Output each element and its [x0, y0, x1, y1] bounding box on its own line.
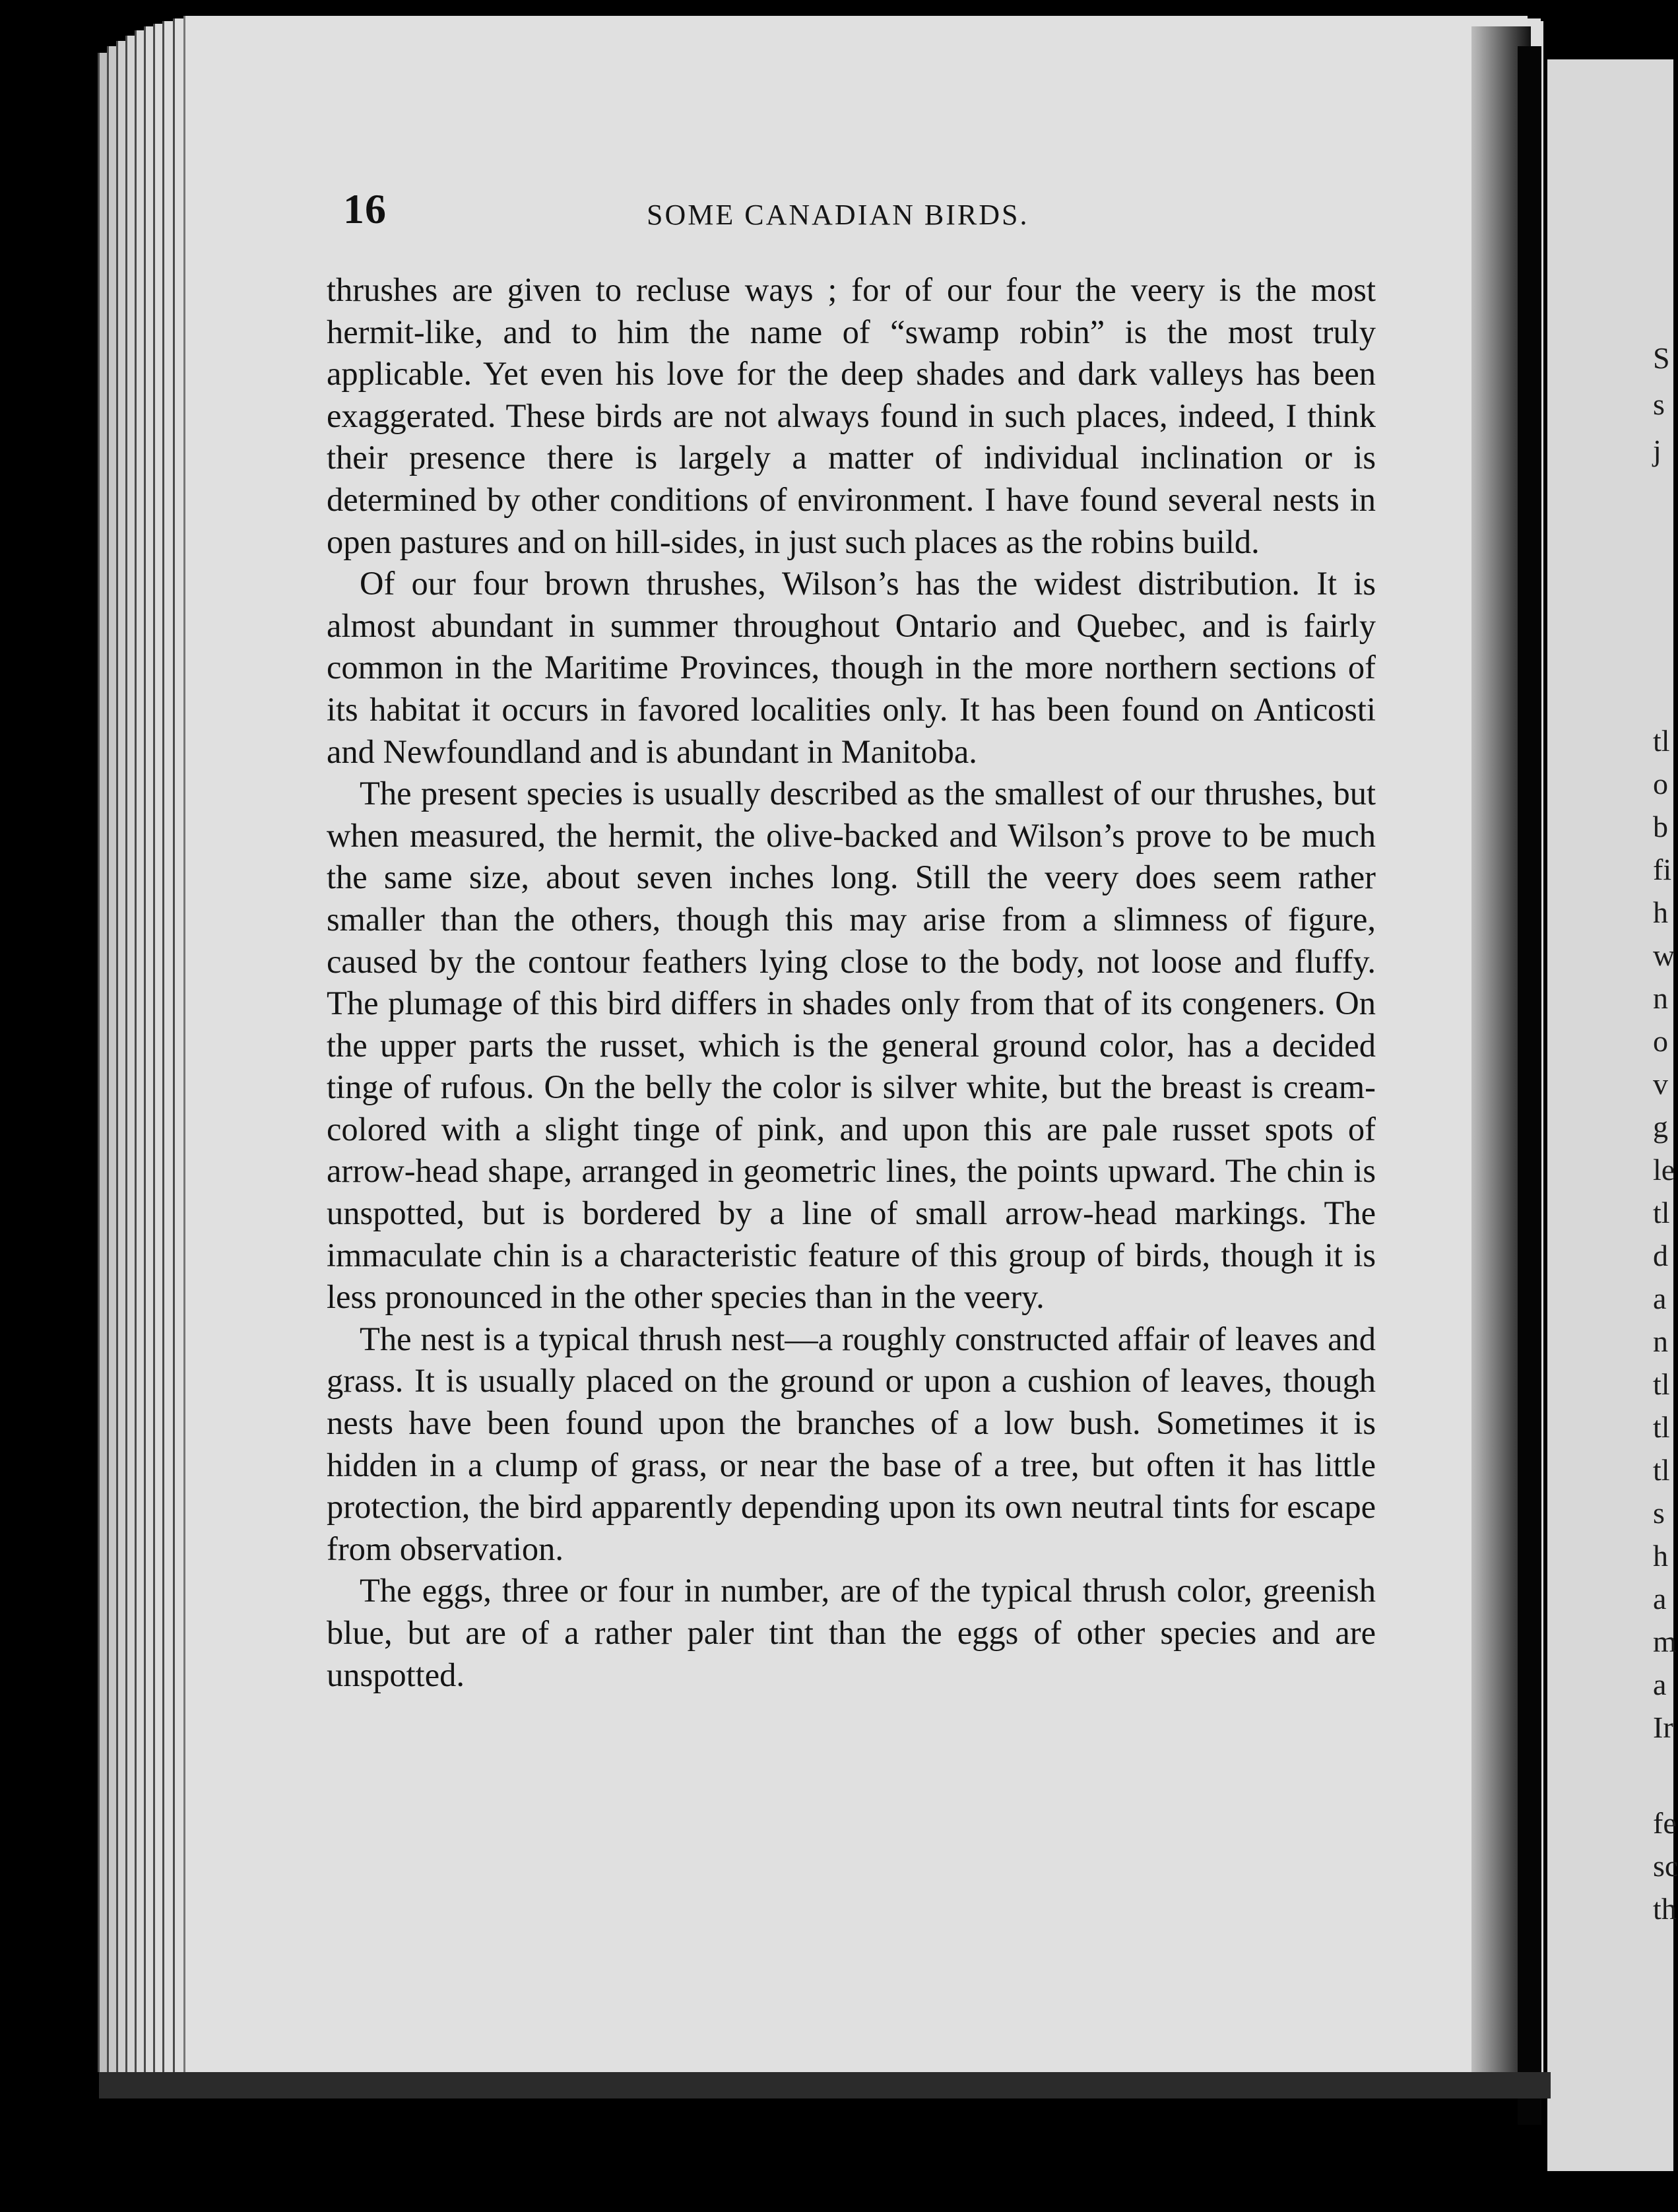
- facing-page-fragment: S: [1653, 341, 1670, 375]
- facing-page-fragment: o: [1653, 767, 1668, 800]
- facing-page-fragment: w: [1653, 938, 1675, 972]
- facing-page-fragment: o: [1653, 1024, 1668, 1058]
- facing-page-fragment: s: [1653, 1496, 1665, 1530]
- book-spine: [1518, 46, 1541, 2125]
- facing-page-fragment: h: [1653, 1539, 1668, 1573]
- facing-page-fragment: g: [1653, 1110, 1668, 1144]
- facing-page-fragment: fe: [1653, 1806, 1677, 1840]
- facing-page-fragment: d: [1653, 1239, 1668, 1272]
- paragraph: The nest is a typical thrush nest—a roughly constructed affair of leaves and grass. It is usually placed on the ground or upon a cushion of leaves, though nests have been found upon the branches of a low bush. Sometimes it is hidden in a clump of grass, or near the base of a tree, but often it has little protection, the bird apparently depending upon its own neutral tints for escape from observation.: [327, 1320, 1376, 1567]
- facing-page-fragment: tl: [1653, 1196, 1670, 1229]
- facing-page-fragment: h: [1653, 895, 1668, 929]
- facing-page-fragment: sc: [1653, 1849, 1678, 1883]
- facing-page-fragment: j: [1653, 434, 1662, 467]
- page-number: 16: [343, 185, 387, 232]
- facing-page-fragment: le: [1653, 1153, 1675, 1187]
- paragraph: The eggs, three or four in number, are of the typical thrush color, greenish blue, but are of a rather paler tint than the eggs of other species and are unspotted.: [327, 1572, 1376, 1693]
- facing-page-fragment: n: [1653, 981, 1668, 1015]
- facing-page-fragment: th: [1653, 1892, 1677, 1926]
- paragraph: The present species is usually described as the smallest of our thrushes, but when measured, the hermit, the olive-backed and Wilson’s prove to be much the same size, about seven inches long. Still the veery does seem rather smaller than the others, though this may arise from a slimness of figure, caused by the contour feathers lying close to the body, not loose and fluffy. The plumage of this bird differs in shades only from that of its congeners. On the upper parts the russet, which is the general ground color, has a decided tinge of rufous. On the belly the color is silver white, but the breast is cream-colored with a slight tinge of pink, and upon this are pale russet spots of arrow-head shape, arranged in geometric lines, the points upward. The chin is unspotted, but is bordered by a line of small arrow-head markings. The immaculate chin is a characteristic feature of this group of birds, though it is less pronounced in the other species than in the veery.: [327, 775, 1376, 1316]
- facing-page-fragment: a: [1653, 1668, 1667, 1701]
- facing-page-fragment: tl: [1653, 1453, 1670, 1487]
- facing-page-fragment: Ir: [1653, 1710, 1673, 1744]
- paragraph: Of our four brown thrushes, Wilson’s has the widest distribution. It is almost abundant in summer throughout Ontario and Quebec, and is fairly common in the Maritime Provinces, though in the more northern sections of its habitat it occurs in favored localities only. It has been found on Anticosti and Newfoundland and is abundant in Manitoba.: [327, 565, 1376, 770]
- facing-page-fragment: fi: [1653, 853, 1672, 886]
- facing-page-fragment: tl: [1653, 724, 1670, 758]
- facing-page-fragment: m: [1653, 1625, 1677, 1658]
- paragraph: thrushes are given to recluse ways ; for of our four the veery is the most hermit-like, and to him the name of “swamp robin” is the most truly applicable. Yet even his love for the deep shades and dark valleys has been exaggerated. These birds are not always found in such places, indeed, I think their presence there is largely a matter of individual inclination or is determined by other conditions of environment. I have found several nests in open pastures and on hill-sides, in just such places as the robins build.: [327, 271, 1376, 560]
- facing-page-fragment: tl: [1653, 1410, 1670, 1444]
- facing-page-fragment: n: [1653, 1324, 1668, 1358]
- facing-page-fragment: b: [1653, 810, 1668, 843]
- facing-page-fragment: s: [1653, 387, 1665, 421]
- facing-page-fragment: tl: [1653, 1367, 1670, 1401]
- facing-page-fragment: a: [1653, 1282, 1667, 1315]
- running-head: SOME CANADIAN BIRDS.: [647, 199, 1029, 231]
- facing-page-fragment: v: [1653, 1067, 1668, 1101]
- page-bottom-shadow: [99, 2072, 1551, 2098]
- facing-page-fragment: a: [1653, 1582, 1667, 1615]
- body-text: [327, 269, 1376, 1696]
